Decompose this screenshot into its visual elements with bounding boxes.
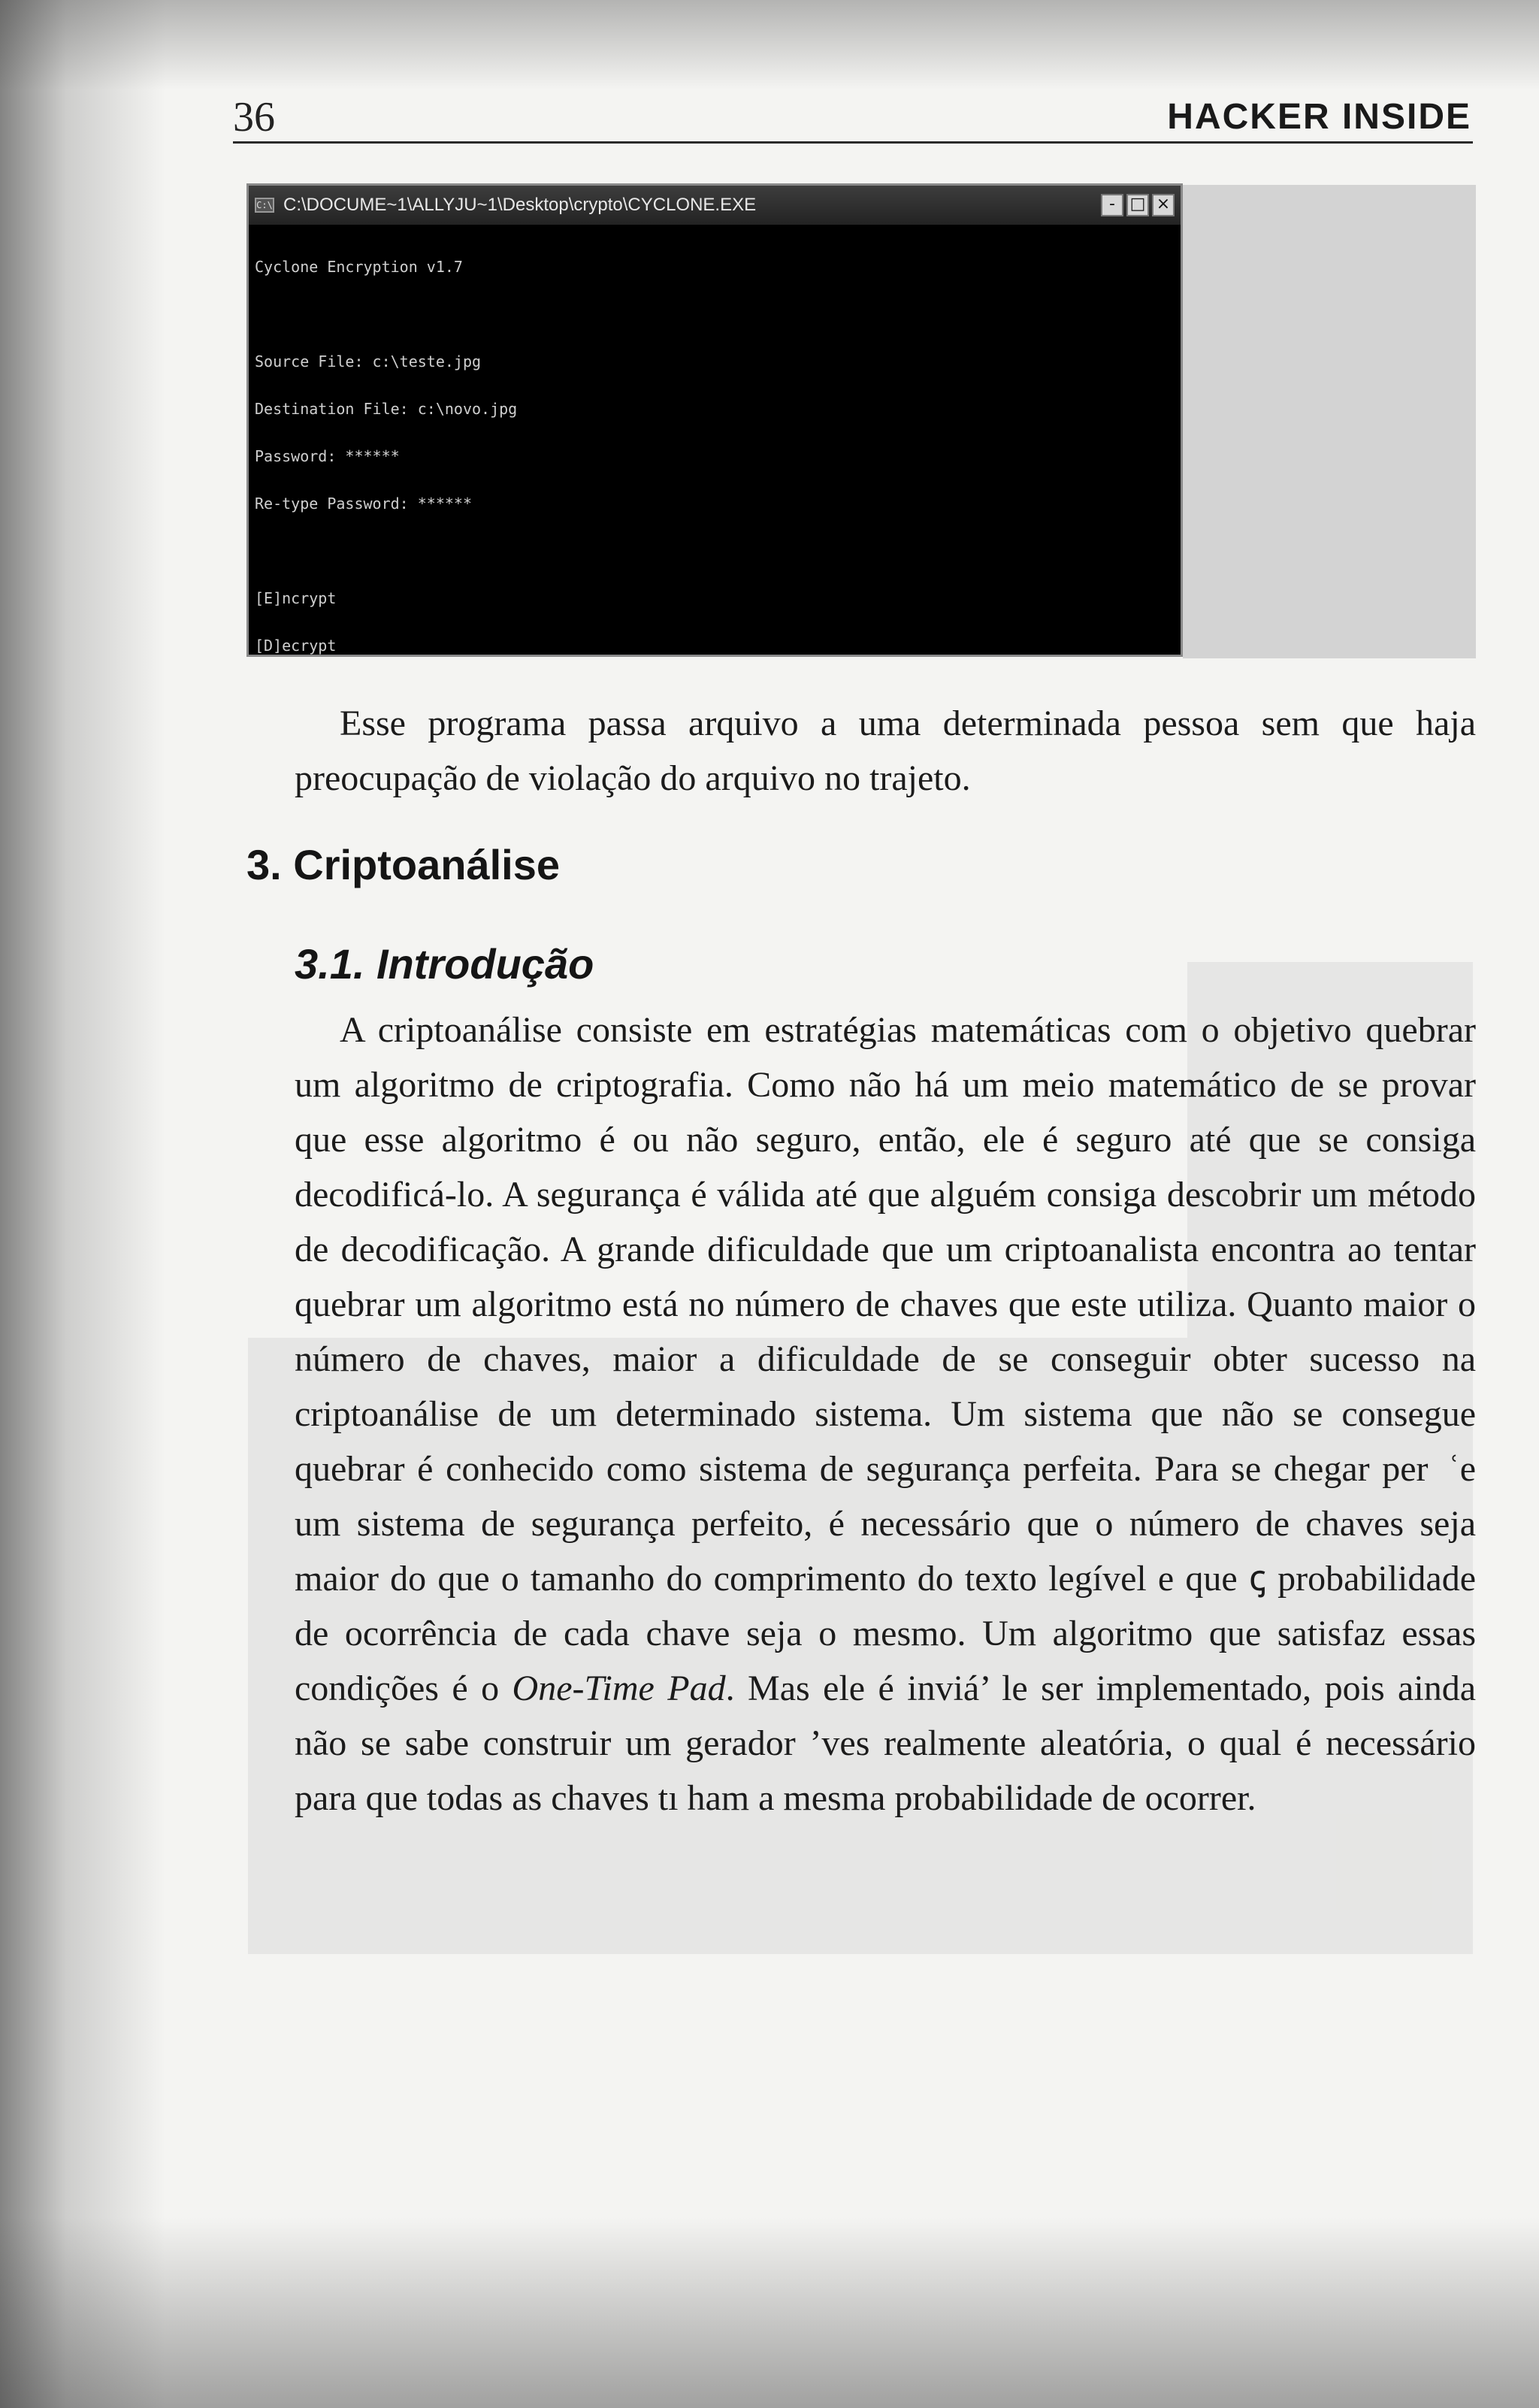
scan-edge-bottom [0, 2217, 1539, 2408]
console-line: Destination File: c:\novo.jpg [255, 400, 518, 418]
console-line: [E]ncrypt [255, 589, 337, 607]
scan-edge-left [0, 0, 165, 2408]
console-title: C:\DOCUME~1\ALLYJU~1\Desktop\crypto\CYCLONE.EXE [283, 195, 757, 215]
console-titlebar [249, 186, 1181, 225]
page-number: 36 [233, 94, 275, 141]
console-blank-line [255, 543, 1175, 559]
scan-edge-top [0, 0, 1539, 90]
body-text-italic: One-Time Pad [512, 1668, 726, 1708]
close-button[interactable]: × [1152, 194, 1175, 216]
console-output [249, 225, 1181, 688]
body-text: . Mas ele é inviá’ le ser implementado, pois ainda não se sabe construir um gerador ʼves realmente aleatória, o qual é necessário para que todas as chaves tı ham a mesma probabilidade de ocorrer. [295, 1668, 1477, 1818]
console-line: Re-type Password: ****** [255, 495, 472, 513]
console-blank-line [255, 307, 1175, 322]
side-panel [1183, 185, 1476, 658]
console-line: Source File: c:\teste.jpg [255, 352, 482, 371]
console-app-icon: C:\ [255, 198, 274, 213]
subsection-title: 3.1. Introdução [295, 940, 594, 988]
maximize-button[interactable]: □ [1126, 194, 1149, 216]
body-paragraph [295, 1003, 1476, 1826]
body-text: A criptoanálise consiste em estratégias matemáticas com o objetivo quebrar um algoritmo de criptografia. Como não há um meio matemático de se provar que esse algoritmo é ou não seguro, então, ele é seguro até que se consiga decodificá-lo. A segurança é válida até que alguém consiga descobrir um método de decodificação. A grande dificuldade que um criptoanalista encontra ao tentar quebrar um algoritmo está no número de chaves que este utiliza. Quanto maior o número de chaves, maior a dificuldade de se conseguir obter sucesso na criptoanálise de um determinado sistema. Um sistema que não se consegue quebrar é conhecido como sistema de segurança perfeita. Para se chegar per ʿe um sistema de segurança perfeito, é necessário que o número de chaves seja maior do que o tamanho do comprimento do texto legível e que ꞔ probabilidade de ocorrência de cada chave seja o mesmo. Um algoritmo que satisfaz essas condições é o [295, 1010, 1476, 1708]
console-window [246, 183, 1183, 657]
running-head: HACKER INSIDE [1167, 97, 1471, 137]
console-line: [D]ecrypt [255, 637, 337, 655]
console-line: Password: ****** [255, 447, 400, 465]
minimize-button[interactable]: - [1101, 194, 1123, 216]
intro-paragraph: Esse programa passa arquivo a uma determinada pessoa sem que haja preocupação de violação do arquivo no trajeto. [295, 703, 1476, 798]
section-title: 3. Criptoanálise [246, 841, 561, 888]
header-rule [233, 141, 1473, 144]
console-line: Cyclone Encryption v1.7 [255, 258, 463, 276]
